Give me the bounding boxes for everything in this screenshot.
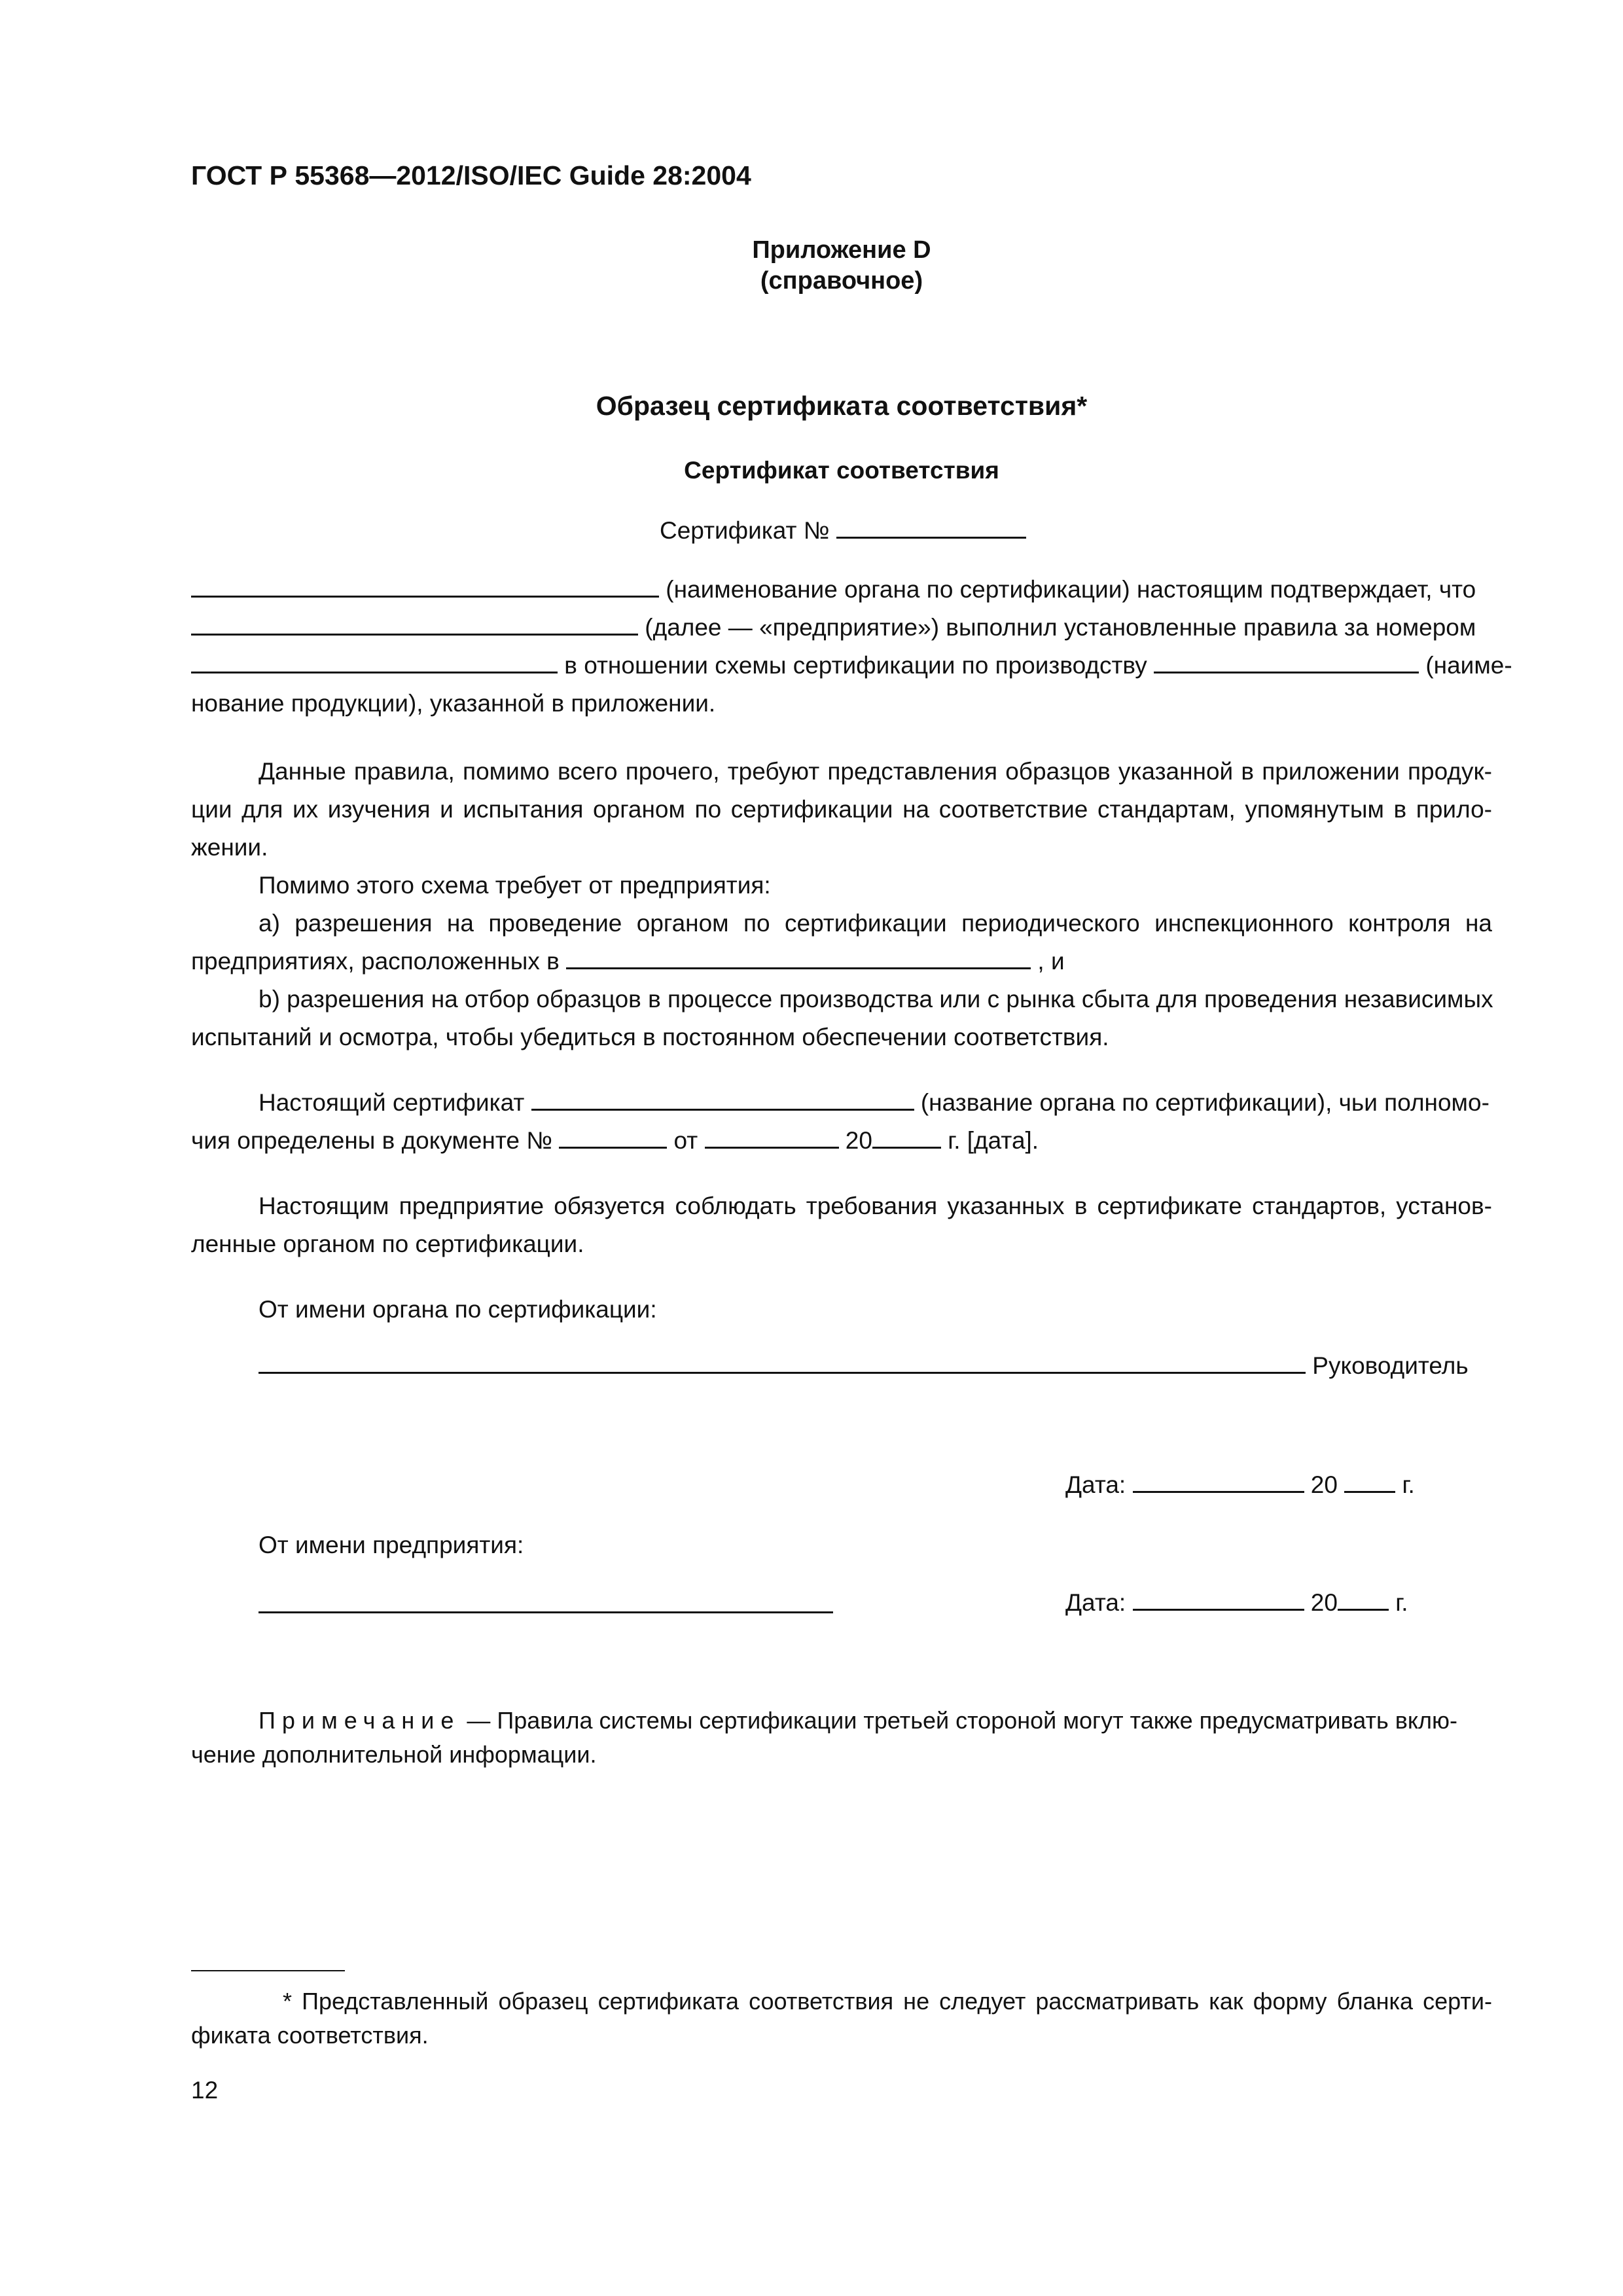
para4-line1: Настоящим предприятие обязуется соблюдать требования указанных в сертификате стандартов, установ- — [259, 1193, 1492, 1219]
item-b-line2: испытаний и осмотра, чтобы убедиться в постоянном обеспечении соответствия. — [191, 1024, 1109, 1050]
document-code-header: ГОСТ Р 55368—2012/ISO/IEC Guide 28:2004 — [191, 160, 751, 190]
para4-line2: ленные органом по сертификации. — [191, 1230, 584, 1257]
footnote-line1: * Представленный образец сертификата соответствия не следует рассматривать как форму бланка серти- — [283, 1988, 1492, 2015]
date-line-2: Дата: 20 г. — [1065, 1584, 1408, 1622]
document-year-blank — [872, 1123, 941, 1149]
date-line-1: Дата: 20 г. — [1065, 1466, 1415, 1504]
rules-number-blank — [191, 648, 558, 673]
para2-line2: ции для их изучения и испытания органом по сертификации на соответствие стандартам, упомянутым в прило- — [191, 796, 1492, 823]
note-line2: чение дополнительной информации. — [191, 1741, 597, 1768]
date-blank-1 — [1133, 1467, 1304, 1493]
year-blank-2 — [1338, 1585, 1389, 1611]
certificate-number-blank — [836, 513, 1026, 539]
enterprise-blank — [191, 610, 638, 636]
document-date-blank — [705, 1123, 839, 1149]
document-number-blank — [559, 1123, 667, 1149]
note-prefix: Примечание — [259, 1707, 461, 1734]
note-line1: Примечание — Правила системы сертификации третьей стороной могут также предусматривать вклю- — [259, 1707, 1458, 1734]
para3-line1: Настоящий сертификат (название органа по сертификации), чьи полномо- — [259, 1084, 1489, 1122]
page-number: 12 — [191, 2077, 219, 2104]
annex-title: Приложение D — [752, 236, 931, 264]
para2-line4: Помимо этого схема требует от предприятия: — [259, 872, 771, 899]
certificate-heading: Сертификат соответствия — [684, 457, 999, 484]
certification-body-signature-label: От имени органа по сертификации: — [259, 1296, 657, 1323]
certificate-number-line — [660, 512, 1026, 550]
para2-line3: жении. — [191, 834, 268, 861]
para1-line1: (наименование органа по сертификации) настоящим подтверждает, что — [191, 571, 1476, 609]
footnote-line2: фиката соответствия. — [191, 2022, 429, 2049]
enterprise-signature-label: От имени предприятия: — [259, 1532, 524, 1558]
para3-line2: чия определены в документе № от 20 г. [дата]. — [191, 1122, 1039, 1160]
para1-line4: нование продукции), указанной в приложении. — [191, 690, 716, 717]
director-role-label: Руководитель — [1312, 1352, 1469, 1379]
para2-line1: Данные правила, помимо всего прочего, требуют представления образцов указанной в приложении продук- — [259, 758, 1492, 785]
certificate-number-label: Сертификат № — [660, 517, 830, 544]
date-blank-2 — [1133, 1585, 1304, 1611]
certification-body-blank — [191, 572, 659, 598]
para1-line3: в отношении схемы сертификации по производству (наиме- — [191, 647, 1512, 685]
para1-line2: (далее — «предприятие») выполнил установленные правила за номером — [191, 609, 1476, 647]
item-a-line2: предприятиях, расположенных в , и — [191, 942, 1065, 980]
main-title: Образец сертификата соответствия* — [596, 391, 1088, 421]
cert-body-name-blank — [531, 1085, 914, 1111]
footnote-separator — [191, 1970, 345, 1971]
director-signature-blank — [259, 1348, 1306, 1374]
director-signature-line — [259, 1347, 1469, 1385]
year-blank-1 — [1344, 1467, 1395, 1493]
item-a-line1: a) разрешения на проведение органом по сертификации периодического инспекционного контроля на — [259, 910, 1492, 937]
item-b-line1: b) разрешения на отбор образцов в процессе производства или с рынка сбыта для проведения независимых — [259, 986, 1493, 1013]
enterprise-signature-line — [259, 1611, 833, 1613]
annex-subtitle: (справочное) — [760, 267, 923, 295]
product-blank — [1154, 648, 1419, 673]
location-blank — [566, 944, 1031, 969]
